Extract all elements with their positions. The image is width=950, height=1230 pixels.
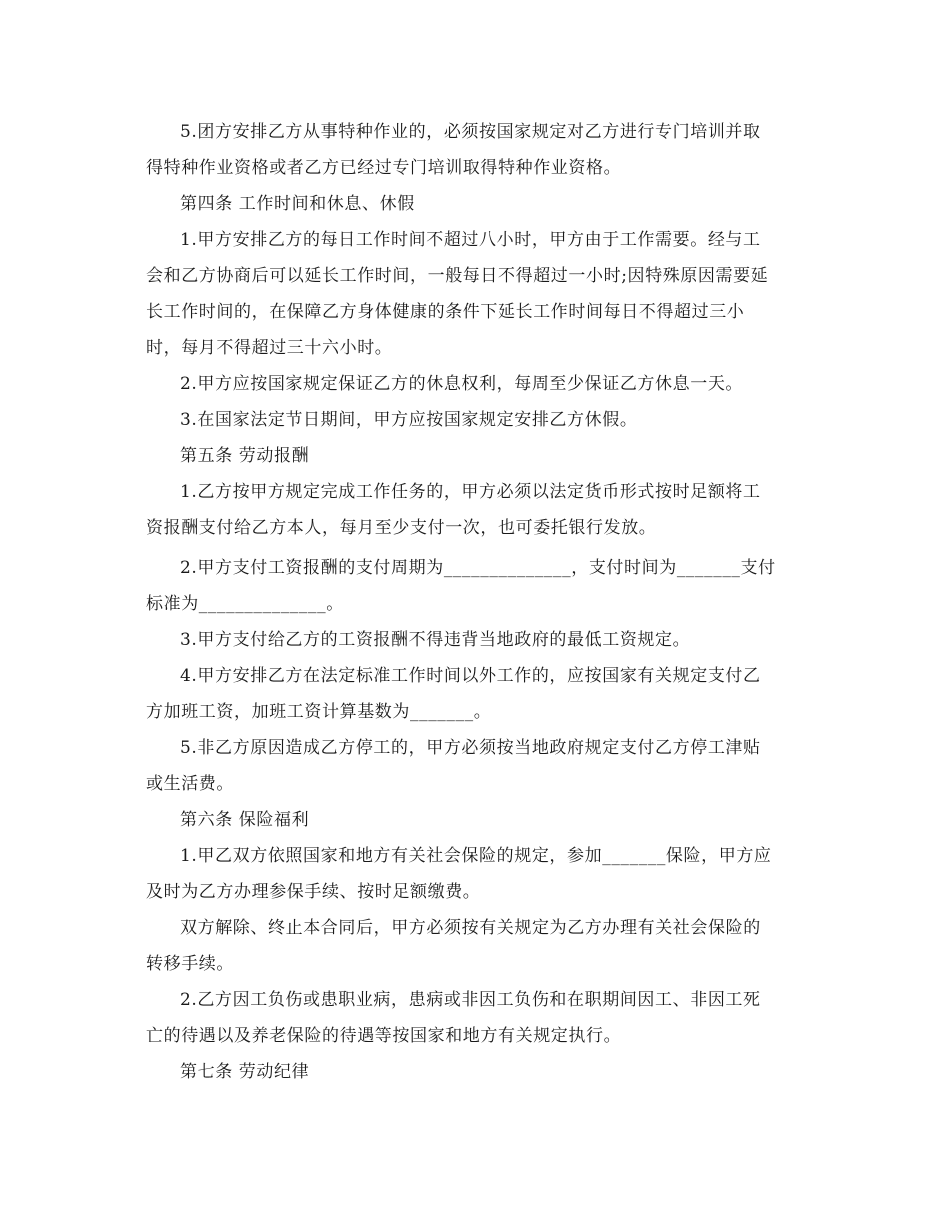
text-line: 1.甲乙双方依照国家和地方有关社会保险的规定，参加_______保险，甲方应 — [180, 846, 772, 866]
text-line: 资报酬支付给乙方本人，每月至少支付一次，也可委托银行发放。 — [146, 518, 657, 538]
section-heading: 第六条 保险福利 — [180, 810, 310, 830]
text-line: 会和乙方协商后可以延长工作时间，一般每日不得超过一小时;因特殊原因需要延 — [146, 266, 769, 286]
text-line: 3.甲方支付给乙方的工资报酬不得违背当地政府的最低工资规定。 — [180, 630, 691, 650]
text-line: 2.甲方支付工资报酬的支付周期为______________，支付时间为_______支付 — [180, 558, 776, 578]
text-line: 1.乙方按甲方规定完成工作任务的，甲方必须以法定货币形式按时足额将工 — [180, 482, 761, 502]
text-line: 或生活费。 — [146, 774, 234, 794]
text-line: 2.甲方应按国家规定保证乙方的休息权利，每周至少保证乙方休息一天。 — [180, 374, 744, 394]
text-line: 2.乙方因工负伤或患职业病，患病或非因工负伤和在职期间因工、非因工死 — [180, 990, 761, 1010]
text-line: 及时为乙方办理参保手续、按时足额缴费。 — [146, 882, 481, 902]
text-line: 亡的待遇以及养老保险的待遇等按国家和地方有关规定执行。 — [146, 1026, 622, 1046]
text-line: 长工作时间的，在保障乙方身体健康的条件下延长工作时间每日不得超过三小 — [146, 302, 745, 322]
text-line: 3.在国家法定节日期间，甲方应按国家规定安排乙方休假。 — [180, 410, 638, 430]
section-heading: 第四条 工作时间和休息、休假 — [180, 194, 415, 214]
text-line: 时，每月不得超过三十六小时。 — [146, 338, 393, 358]
text-line: 1.甲方安排乙方的每日工作时间不超过八小时，甲方由于工作需要。经与工 — [180, 230, 761, 250]
text-line: 方加班工资，加班工资计算基数为_______。 — [146, 702, 492, 722]
text-line: 转移手续。 — [146, 954, 234, 974]
text-line: 5.非乙方原因造成乙方停工的，甲方必须按当地政府规定支付乙方停工津贴 — [180, 738, 761, 758]
text-line: 得特种作业资格或者乙方已经过专门培训取得特种作业资格。 — [146, 158, 622, 178]
text-line: 5.团方安排乙方从事特种作业的，必须按国家规定对乙方进行专门培训并取 — [180, 122, 761, 142]
section-heading: 第五条 劳动报酬 — [180, 446, 310, 466]
text-line: 双方解除、终止本合同后，甲方必须按有关规定为乙方办理有关社会保险的 — [180, 918, 761, 938]
text-line: 标准为______________。 — [146, 594, 344, 614]
section-heading: 第七条 劳动纪律 — [180, 1062, 310, 1082]
text-line: 4.甲方安排乙方在法定标准工作时间以外工作的，应按国家有关规定支付乙 — [180, 666, 761, 686]
